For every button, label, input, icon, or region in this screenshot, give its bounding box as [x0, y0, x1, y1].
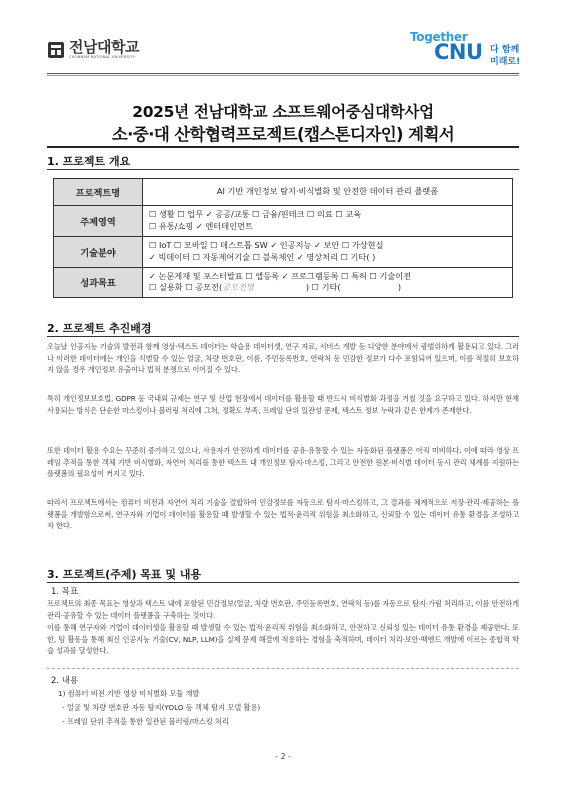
university-name: 전남대학교	[69, 38, 139, 56]
goal-paragraph-1: 프로젝트의 최종 목표는 영상과 텍스트 내에 포함된 민감정보(얼굴, 차량 번호판, 주민등록번호, 연락처 등)를 자동으로 탐지·가림 처리하고, 이를 안전하게 관리·공유할 수 있는 데이터 플랫폼을 구축하는 것이다.	[47, 599, 519, 620]
slogan-together: Together	[410, 30, 468, 44]
topic-area-line-1: ☐ 생활 ☐ 업무 ✓ 공공/교통 ☐ 금융/핀테크 ☐ 의료 ☐ 교육	[149, 209, 362, 219]
content-item-1: 1) 컴퓨터 비전 기반 영상 비식별화 모듈 개발	[58, 689, 200, 698]
table-row	[54, 267, 513, 298]
content-subheading: 2. 내용	[51, 676, 79, 686]
outcome-goal-line-2-start: ☐ 실용화 ☐ 공모전(	[149, 282, 223, 293]
outcome-goal-line-1: ✓ 논문게재 및 포스터발표 ☐ 앱등록 ✓ 프로그램등록 ☐ 특허 ☐ 기술이전	[149, 270, 412, 281]
background-paragraph-2: 특히 개인정보보호법, GDPR 등 국내외 규제는 연구 및 산업 현장에서 데이터를 활용할 때 반드시 비식별화 과정을 거칠 것을 요구하고 있다. 하지만 현재 사용되는 방식은 단순한 마스킹이나 블러링 처리에 그쳐, 정확도 부족, 프레임 단위 일관성 문제, 텍스트 정보 누락과 같은 한계가 존재한다.	[47, 394, 519, 415]
outcome-goal-options	[143, 267, 513, 298]
table-row	[54, 206, 513, 237]
page-number: - 2 -	[275, 752, 291, 761]
title-divider	[47, 146, 519, 148]
contest-name-hint: 공모전명	[222, 282, 254, 293]
header-divider-secondary	[47, 75, 519, 76]
header-divider	[47, 73, 519, 74]
background-paragraph-1: 오늘날 인공지능 기술의 발전과 함께 영상·텍스트 데이터는 학습용 데이터셋, 연구 자료, 서비스 개발 등 다양한 분야에서 광범위하게 활용되고 있다. 그러나 이러한 데이터에는 개인을 식별할 수 있는 얼굴, 차량 번호판, 이름, 주민등록번호, 연락처 등 민감한 정보가 다수 포함되어 있으며, 이를 적절히 보호하지 않을 경우 개인정보 유출이나 법적 분쟁으로 이어질 수 있다.	[47, 342, 519, 375]
section-1-heading: 1. 프로젝트 개요	[47, 155, 131, 168]
tech-field-options	[143, 236, 513, 267]
section-3-heading: 3. 프로젝트(주제) 목표 및 내용	[47, 568, 202, 581]
slogan-cnu: CNU	[434, 40, 483, 64]
row-label: 기술분야	[54, 236, 143, 267]
topic-area-line-2: ☐ 유통/쇼핑 ✓ 엔터테인먼트	[149, 220, 253, 231]
goal-subheading: 1. 목표	[51, 587, 79, 597]
table-row	[54, 179, 513, 206]
university-english-name: CHONNAM NATIONAL UNIVERSITY	[69, 55, 136, 59]
slogan-line-2: 미래로!	[490, 57, 521, 67]
table-row	[54, 236, 513, 267]
project-name-value: AI 기반 개인정보 탐지·비식별화 및 안전한 데이터 관리 플랫폼	[143, 179, 513, 206]
section-2-rule	[47, 336, 519, 337]
row-label: 성과목표	[54, 267, 143, 298]
row-label: 주제영역	[54, 206, 143, 237]
background-paragraph-3: 또한 데이터 활용 수요는 꾸준히 증가하고 있으나, 사용자가 안전하게 데이터를 공유·유통할 수 있는 자동화된 플랫폼은 아직 미비하다. 이에 따라 영상 프레임 추적을 통한 객체 기반 비식별화, 자연어 처리를 통한 텍스트 내 개인정보 탐지·마스킹, 그리고 안전한 원본·비식별 데이터 동시 관리 체계를 지원하는 플랫폼의 필요성이 커지고 있다.	[47, 446, 519, 479]
tech-field-line-1: ☐ IoT ☐ 모바일 ☐ 데스트톱 SW ✓ 인공지능 ✓ 보안 ☐ 가상현실	[149, 239, 384, 250]
outcome-goal-line-2-end: ) ☐ 기타( )	[253, 282, 402, 293]
goal-paragraph-2: 이를 통해 연구자와 기업이 데이터셋을 활용할 때 발생할 수 있는 법적·윤리적 위험을 최소화하고, 안전하고 신뢰성 있는 데이터 유통 환경을 제공한다. 또한, 팀 활동을 통해 최신 인공지능 기술(CV, NLP, LLM)을 실제 문제 해결에 적용하는 경험을 축적하며, 데이터 처리·보안·백엔드 개발에 이르는 종합적 학습 성과를 달성한다.	[47, 623, 519, 656]
tech-field-line-2: ✓ 빅데이터 ☐ 자동제어기술 ☐ 블록체인 ✓ 영상처리 ☐ 기타( )	[149, 251, 376, 262]
university-seal-icon	[47, 41, 65, 59]
dotted-divider	[47, 668, 519, 669]
topic-area-options	[143, 206, 513, 237]
document-title-line-1: 2025년 전남대학교 소프트웨어중심대학사업	[132, 103, 434, 121]
cnu-slogan-logo	[410, 30, 522, 66]
university-logo	[47, 40, 139, 60]
section-2-heading: 2. 프로젝트 추진배경	[47, 322, 152, 335]
background-paragraph-4: 따라서 프로젝트에서는 컴퓨터 비전과 자연어 처리 기술을 결합하여 민감정보를 자동으로 탐지·마스킹하고, 그 결과를 체계적으로 저장·관리·제공하는 플랫폼을 개발함으로써, 연구자와 기업이 데이터를 활용할 때 발생할 수 있는 법적·윤리적 위험을 최소화하고, 신뢰할 수 있는 데이터 유통 환경을 조성하고자 한다.	[47, 498, 519, 531]
section-1-rule	[47, 169, 519, 170]
outcome-goal-line-2	[149, 282, 506, 294]
section-3-rule	[47, 582, 519, 583]
content-subitem-2: - 프레임 단위 추적을 통한 일관된 블러링/마스킹 처리	[62, 717, 229, 726]
content-subitem-1: - 얼굴 및 차량 번호판 자동 탐지(YOLO 등 객체 탐지 모델 활용)	[62, 703, 261, 712]
row-label: 프로젝트명	[54, 179, 143, 206]
document-title-line-2: 소·중·대 산학협력프로젝트(캡스톤디자인) 계획서	[111, 125, 455, 144]
project-overview-table	[53, 178, 513, 298]
slogan-line-1: 다 함께	[490, 45, 520, 55]
